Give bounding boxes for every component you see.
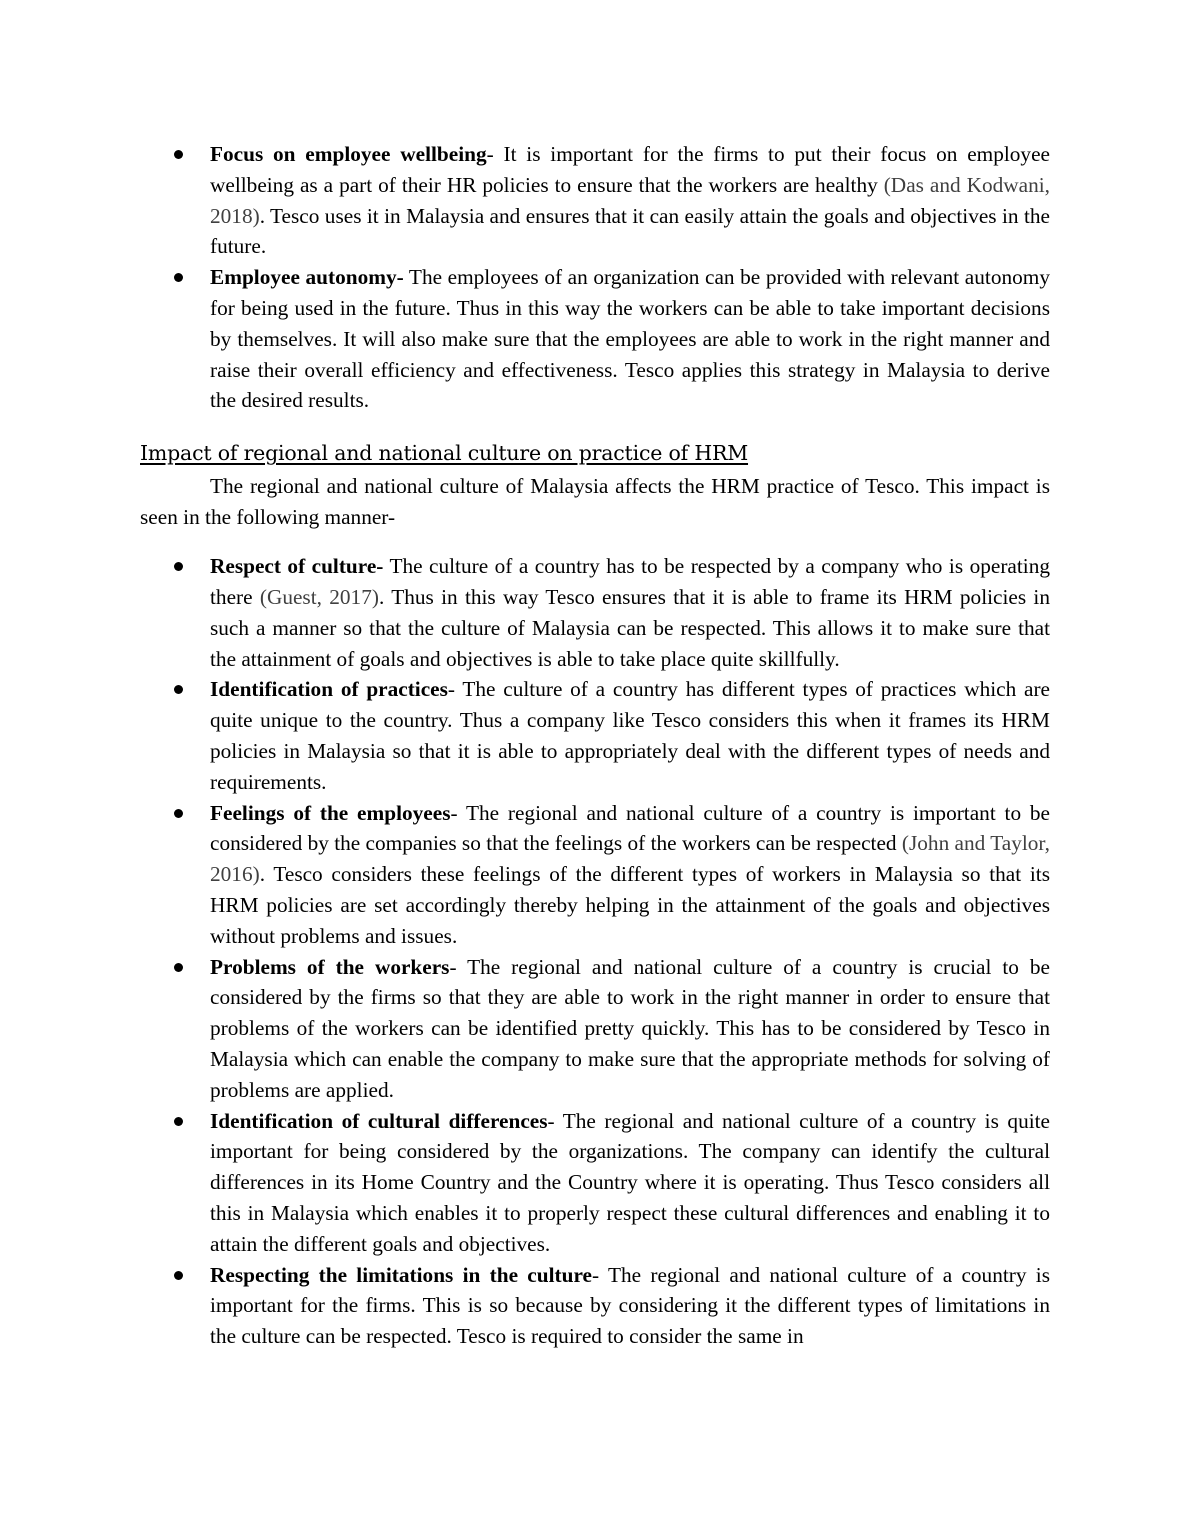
bullet-icon <box>174 963 183 972</box>
bullet-icon <box>174 809 183 818</box>
citation: (Guest, 2017) <box>259 584 379 609</box>
item-title: Respect of culture- <box>210 554 384 579</box>
list-item <box>140 551 1050 674</box>
top-bullet-list <box>140 139 1050 416</box>
bullet-icon <box>174 562 183 571</box>
item-title: Problems of the workers <box>210 954 450 979</box>
item-title: Respecting the limitations in the culture <box>210 1262 592 1287</box>
list-item <box>140 952 1050 1106</box>
item-text: . Thus in this way Tesco ensures that it is able to frame its HRM policies in such a manner so that the culture of Malaysia can be respected. This allows it to make sure that the attainment of goals and objectives is able to take place quite skillfully. <box>210 584 1050 671</box>
item-text: - The regional and national culture of a country is important to be considered by the companies so that the feelings of the workers can be respected <box>210 800 1050 856</box>
bullet-icon <box>174 1117 183 1126</box>
item-text: The employees of an organization can be provided with relevant autonomy for being used in the future. Thus in this way the workers can be able to take important decisions by themselves. It will also make sure that the employees are able to work in the right manner and raise their overall efficiency and effectiveness. Tesco applies this strategy in Malaysia to derive the desired results. <box>210 265 1050 413</box>
item-text: - The regional and national culture of a country is quite important for being considered by the organizations. The company can identify the cultural differences in its Home Country and the Country where it is operating. Thus Tesco considers all this in Malaysia which enables it to properly respect these cultural differences and enabling it to attain the different goals and objectives. <box>210 1108 1050 1256</box>
bullet-icon <box>174 1271 183 1280</box>
item-text: . Tesco considers these feelings of the different types of workers in Malaysia so that its HRM policies are set accordingly thereby helping in the attainment of the goals and objectives without problems and issues. <box>210 862 1050 948</box>
document-page <box>140 139 1050 1352</box>
item-text: - The regional and national culture of a country is important for the firms. This is so because by considering it the different types of limitations in the culture can be respected. Tesco is required to consider the same in <box>210 1262 1050 1349</box>
list-item <box>140 1106 1050 1260</box>
item-title: Feelings of the employees <box>210 800 451 825</box>
bullet-icon <box>174 150 183 159</box>
item-text: - The regional and national culture of a country is crucial to be considered by the firms so that they are able to work in the right manner in order to ensure that problems of the workers can be identified pretty quickly. This has to be considered by Tesco in Malaysia which can enable the company to make sure that the appropriate methods for solving of problems are applied. <box>210 954 1050 1102</box>
list-item <box>140 674 1050 797</box>
list-item <box>140 262 1050 416</box>
item-text: - The culture of a country has different types of practices which are quite unique to the country. Thus a company like Tesco considers this when it frames its HRM policies in Malaysia so that it is able to appropriately deal with the different types of needs and requirements. <box>210 677 1050 794</box>
bullet-icon <box>174 685 183 694</box>
list-item <box>140 1260 1050 1352</box>
citation: (John and Taylor, 2016) <box>210 831 1050 887</box>
section-intro: The regional and national culture of Malaysia affects the HRM practice of Tesco. This impact is seen in the following manner- <box>140 474 1050 530</box>
item-title: Employee autonomy- <box>210 265 404 290</box>
item-text: - It is important for the firms to put their focus on employee wellbeing as a part of their HR policies to ensure that the workers are healthy <box>210 142 1050 197</box>
impact-bullet-list <box>140 551 1050 1352</box>
item-title: Identification of cultural differences <box>210 1108 548 1133</box>
citation: (Das and Kodwani, 2018) <box>210 172 1051 228</box>
item-title: Focus on employee wellbeing <box>210 142 487 166</box>
section-heading: Impact of regional and national culture on practice of HRM <box>140 441 749 466</box>
bullet-icon <box>174 273 183 282</box>
item-title: Identification of practices <box>210 677 448 702</box>
item-text: The culture of a country has to be respected by a company who is operating there <box>210 554 1050 609</box>
item-text: . Tesco uses it in Malaysia and ensures that it can easily attain the goals and objectives in the future. <box>210 203 1050 259</box>
list-item <box>140 798 1050 952</box>
list-item <box>140 139 1050 262</box>
